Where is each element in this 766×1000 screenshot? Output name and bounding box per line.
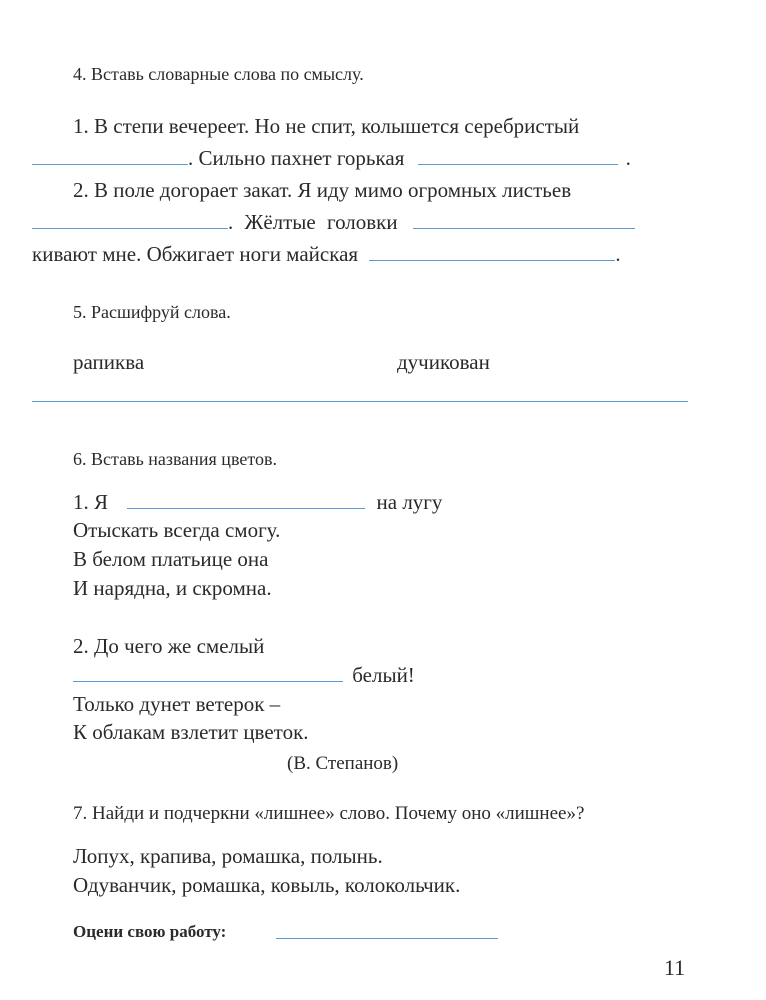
poem2-line1: 2. До чего же смелый bbox=[73, 634, 265, 658]
answer-blank[interactable] bbox=[73, 680, 343, 682]
task7-title: 7. Найди и подчеркни «лишнее» слово. Почему оно «лишнее»? bbox=[73, 803, 585, 824]
answer-blank[interactable] bbox=[413, 227, 635, 229]
poem1-line3: В белом платьице она bbox=[73, 547, 269, 571]
poem1-line1 bbox=[73, 490, 442, 515]
task5-word2: дучикован bbox=[397, 350, 490, 374]
answer-blank[interactable] bbox=[418, 163, 618, 165]
poem2-line3: Только дунет ветерок – bbox=[73, 692, 281, 716]
task4-line5 bbox=[32, 242, 621, 267]
task4-line2 bbox=[32, 146, 631, 171]
task4-line2-text: . Сильно пахнет горькая bbox=[188, 146, 405, 170]
answer-blank[interactable] bbox=[127, 507, 365, 509]
task7-row2: Одуванчик, ромашка, ковыль, колокольчик. bbox=[73, 873, 461, 897]
poem1-line1-end: на лугу bbox=[376, 490, 443, 514]
task4-line4 bbox=[32, 210, 635, 235]
task7-row1: Лопух, крапива, ромашка, полынь. bbox=[73, 844, 383, 868]
task4-line5-text: кивают мне. Обжигает ноги майская bbox=[32, 242, 359, 266]
answer-line[interactable] bbox=[32, 401, 688, 402]
self-assessment-label: Оцени свою работу: bbox=[73, 922, 227, 941]
poem-author: (В. Степанов) bbox=[287, 753, 399, 774]
task4-title: 4. Вставь словарные слова по смыслу. bbox=[73, 64, 364, 84]
task4-line4-text: . Жёлтые головки bbox=[228, 210, 398, 234]
self-assessment-line[interactable] bbox=[276, 938, 498, 939]
answer-blank[interactable] bbox=[32, 163, 188, 165]
poem2-line2-text: белый! bbox=[352, 663, 415, 687]
poem1-line4: И нарядна, и скромна. bbox=[73, 576, 272, 600]
task4-line3: 2. В поле догорает закат. Я иду мимо огромных листьев bbox=[73, 178, 572, 202]
poem1-line2: Отыскать всегда смогу. bbox=[73, 518, 281, 542]
page-number: 11 bbox=[664, 955, 686, 980]
answer-blank[interactable] bbox=[32, 227, 228, 229]
task4-line5-end: . bbox=[615, 242, 621, 266]
task4-line2-end: . bbox=[625, 146, 631, 170]
task5-title: 5. Расшифруй слова. bbox=[73, 302, 231, 322]
poem2-line2 bbox=[73, 663, 415, 688]
poem1-line1-start: 1. Я bbox=[73, 490, 109, 514]
answer-blank[interactable] bbox=[369, 259, 615, 261]
poem2-line4: К облакам взлетит цветок. bbox=[73, 720, 309, 744]
task5-word1: рапиква bbox=[73, 350, 145, 374]
task6-title: 6. Вставь названия цветов. bbox=[73, 449, 277, 469]
task4-line1: 1. В степи вечереет. Но не спит, колышется серебристый bbox=[73, 114, 580, 138]
